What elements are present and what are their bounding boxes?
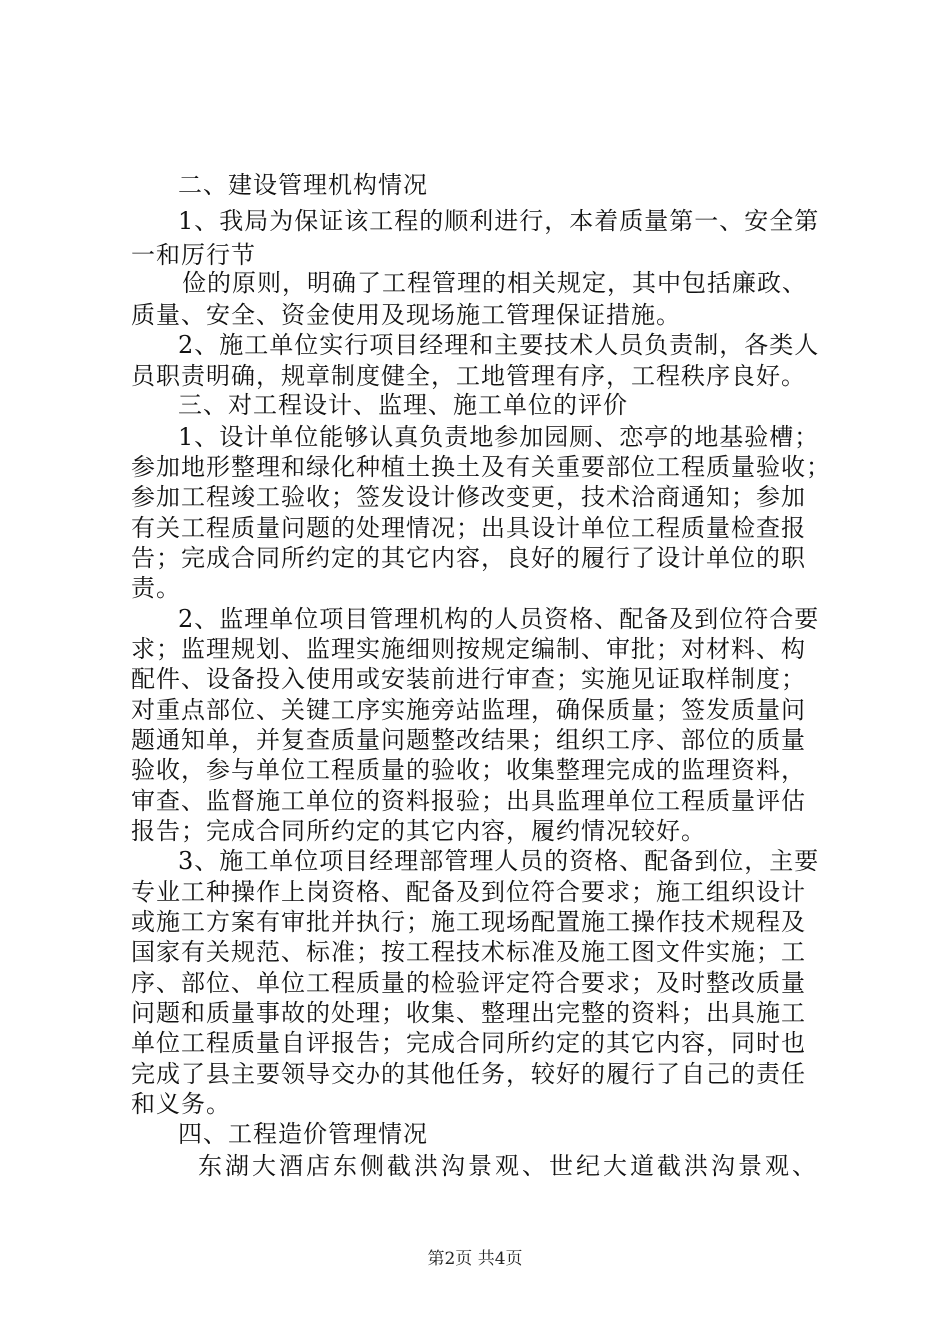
paragraph-line: 单位工程质量自评报告；完成合同所约定的其它内容，同时也 [131,1029,806,1057]
paragraph-line: 质量、安全、资金使用及现场施工管理保证措施。 [131,301,681,329]
paragraph-line: 国家有关规范、标准；按工程技术标准及施工图文件实施；工 [131,938,806,966]
paragraph-line: 求；监理规划、监理实施细则按规定编制、审批；对材料、构 [131,635,806,663]
paragraph-line: 一和厉行节 [131,241,256,269]
paragraph-line: 1、我局为保证该工程的顺利进行，本着质量第一、安全第 [178,207,820,235]
paragraph-line: 告；完成合同所约定的其它内容，良好的履行了设计单位的职 [131,544,806,572]
paragraph-line: 验收，参与单位工程质量的验收；收集整理完成的监理资料， [131,756,806,784]
paragraph-line: 或施工方案有审批并执行；施工现场配置施工操作技术规程及 [131,908,806,936]
paragraph-line: 审查、监督施工单位的资料报验；出具监理单位工程质量评估 [131,787,806,815]
paragraph-line: 题通知单，并复查质量问题整改结果；组织工序、部位的质量 [131,726,806,754]
paragraph-line: 2、监理单位项目管理机构的人员资格、配备及到位符合要 [178,605,820,633]
paragraph-line: 配件、设备投入使用或安装前进行审查；实施见证取样制度； [131,665,806,693]
heading-cost-management: 四、工程造价管理情况 [178,1120,428,1148]
page-footer: 第2页 共4页 [427,1249,523,1269]
paragraph-line: 问题和质量事故的处理；收集、整理出完整的资料；出具施工 [131,999,806,1027]
paragraph-line: 参加地形整理和绿化种植土换土及有关重要部位工程质量验收； [131,453,831,481]
paragraph-line: 东湖大酒店东侧截洪沟景观、世纪大道截洪沟景观、 [198,1152,819,1180]
heading-construction-management: 二、建设管理机构情况 [178,171,428,199]
paragraph-line: 责。 [131,574,181,602]
paragraph-line: 有关工程质量问题的处理情况；出具设计单位工程质量检查报 [131,514,806,542]
paragraph-line: 3、施工单位项目经理部管理人员的资格、配备到位，主要 [178,847,820,875]
paragraph-line: 完成了县主要领导交办的其他任务，较好的履行了自己的责任 [131,1060,806,1088]
paragraph-line: 专业工种操作上岗资格、配备及到位符合要求；施工组织设计 [131,878,806,906]
heading-evaluation: 三、对工程设计、监理、施工单位的评价 [178,391,628,419]
paragraph-line: 2、施工单位实行项目经理和主要技术人员负责制，各类人 [178,331,820,359]
paragraph-line: 参加工程竣工验收；签发设计修改变更，技术洽商通知；参加 [131,483,806,511]
paragraph-line: 报告；完成合同所约定的其它内容，履约情况较好。 [131,817,706,845]
paragraph-line: 1、设计单位能够认真负责地参加园厕、恋亭的地基验槽； [178,423,820,451]
paragraph-line: 俭的原则，明确了工程管理的相关规定，其中包括廉政、 [182,269,807,297]
paragraph-line: 员职责明确，规章制度健全，工地管理有序，工程秩序良好。 [131,362,806,390]
paragraph-line: 序、部位、单位工程质量的检验评定符合要求；及时整改质量 [131,969,806,997]
paragraph-line: 对重点部位、关键工序实施旁站监理，确保质量；签发质量问 [131,696,806,724]
paragraph-line: 和义务。 [131,1090,231,1118]
